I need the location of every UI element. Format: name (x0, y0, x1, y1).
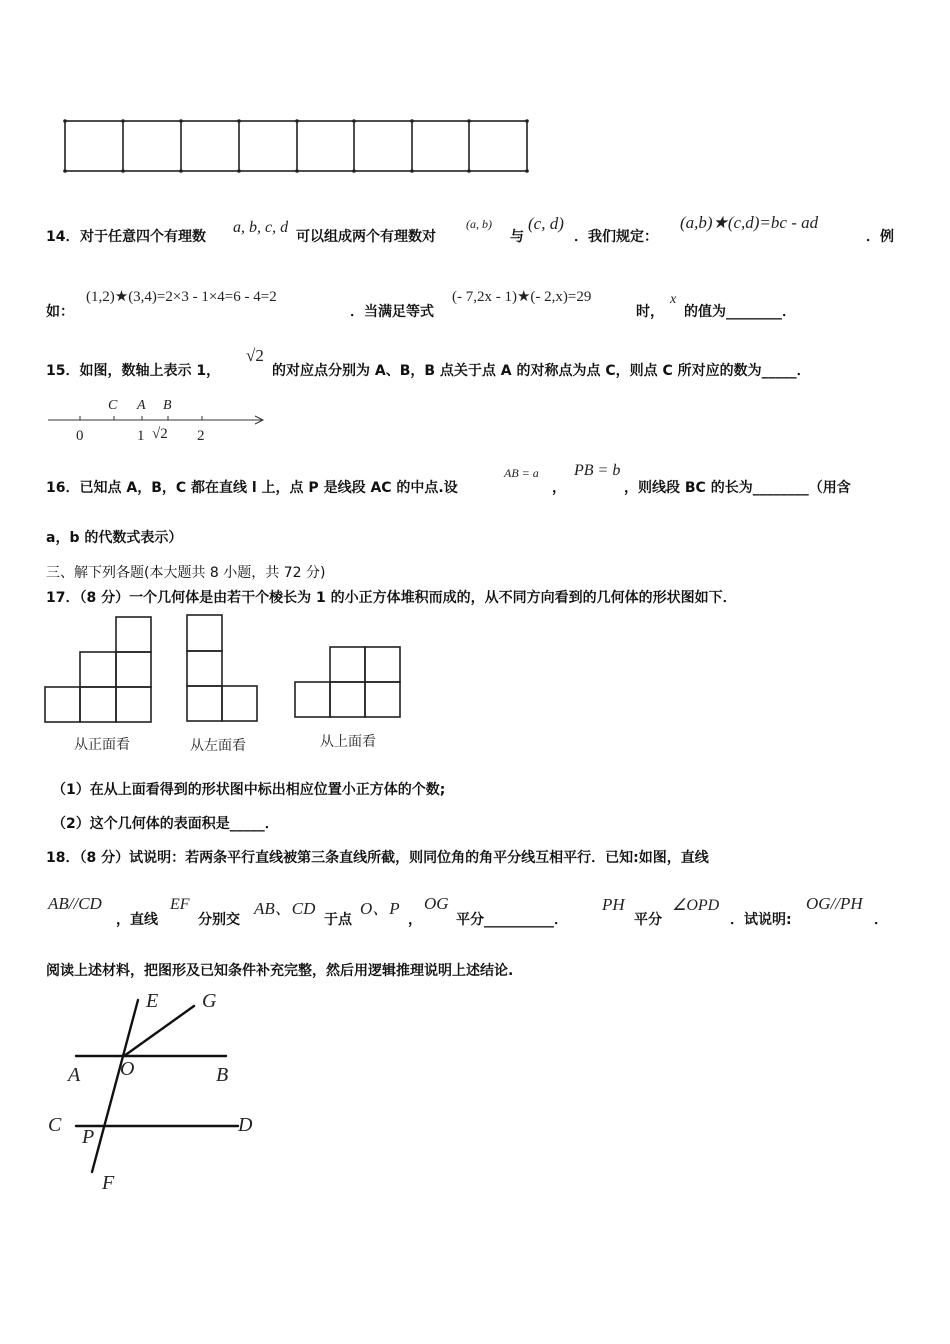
q16-text-2: ，则线段 BC 的长为________（用含 (624, 480, 851, 496)
q14-text-3: ．我们规定： (574, 229, 658, 245)
fig-label-e: E (146, 990, 159, 1012)
front-view-figure (44, 616, 156, 724)
q15-text-1: 15．如图，数轴上表示 1， (46, 363, 221, 379)
q16-ab-eq: AB = a (504, 466, 539, 480)
q14-text-4: ．例 (866, 229, 894, 245)
q14-var-x: x (670, 292, 677, 307)
fig-label-d: D (238, 1114, 253, 1136)
q18-ab-cd: AB、CD (254, 899, 316, 918)
q14-text-1: 对于任意四个有理数 (80, 229, 206, 245)
q18-ef: EF (170, 896, 190, 913)
left-view-caption: 从左面看 (190, 738, 246, 754)
q14-pair-ab: (a, b) (466, 217, 492, 231)
number-line-figure (44, 394, 274, 454)
q14-text-7: 的值为________． (684, 304, 796, 320)
section-3-title: 三、解下列各题(本大题共 8 小题，共 72 分) (46, 565, 326, 581)
q16-text-1: 16．已知点 A，B，C 都在直线 l 上，点 P 是线段 AC 的中点.设 (46, 480, 458, 496)
q18-ph: PH (602, 895, 625, 914)
left-view-figure (186, 614, 262, 724)
q16-line-2: a，b 的代数式表示） (46, 530, 183, 546)
q18-t4: ， (408, 912, 422, 928)
q14-pair-cd: (c, d) (528, 214, 564, 233)
q18-op: O、P (360, 899, 400, 918)
fig-label-a: A (68, 1064, 81, 1086)
q14-text-5: ．当满足等式 (350, 304, 434, 320)
q18-t1: ，直线 (116, 912, 158, 928)
q18-og: OG (424, 894, 449, 913)
fig-label-f: F (102, 1172, 115, 1194)
q18-t7: ．试说明: (730, 912, 792, 928)
parallel-lines-figure (40, 990, 270, 1200)
q16-comma: ， (552, 480, 566, 496)
front-view-caption: 从正面看 (74, 737, 130, 753)
q18-ab-parallel-cd: AB//CD (48, 894, 102, 913)
number-line-tick-0: 0 (76, 428, 84, 444)
q14-text-6: 时， (636, 304, 664, 320)
q17-text: 17．（8 分）一个几何体是由若干个棱长为 1 的小正方体堆积而成的，从不同方向看到的几何体的形状图如下． (46, 590, 737, 606)
q14-text-2: 可以组成两个有理数对 (296, 229, 436, 245)
fig-label-o: O (120, 1058, 135, 1080)
q15-text-2: 的对应点分别为 A、B，B 点关于点 A 的对称点为点 C，则点 C 所对应的数为_____． (272, 363, 811, 379)
q17-sub-2: （2）这个几何体的表面积是_____． (52, 816, 279, 832)
fig-label-b: B (216, 1064, 229, 1086)
q15-sqrt2: √2 (246, 346, 264, 365)
number-line-label-b: B (163, 398, 172, 413)
q18-t2: 分别交 (198, 912, 240, 928)
q14-line2-prefix: 如： (46, 304, 74, 320)
fig-label-c: C (48, 1114, 62, 1136)
q14-example: (1,2)★(3,4)=2×3 - 1×4=6 - 4=2 (86, 289, 277, 305)
fig-label-g: G (202, 990, 217, 1012)
q14-number: 14． (46, 229, 80, 245)
top-view-caption: 从上面看 (320, 734, 376, 750)
number-line-label-a: A (137, 398, 146, 413)
q14-vars-abcd: a, b, c, d (233, 219, 289, 236)
top-grid-figure (60, 116, 535, 176)
number-line-tick-1: 1 (137, 428, 145, 444)
q14-and: 与 (510, 229, 524, 245)
fig-label-p: P (82, 1126, 95, 1148)
number-line-tick-2: 2 (197, 428, 205, 444)
top-view-figure (294, 646, 406, 720)
q14-equation: (- 7,2x - 1)★(- 2,x)=29 (452, 289, 592, 305)
q18-text: 18．（8 分）试说明：若两条平行直线被第三条直线所截，则同位角的角平分线互相平行．已知:如图，直线 (46, 850, 709, 866)
q17-sub-1: （1）在从上面看得到的形状图中标出相应位置小正方体的个数; (52, 782, 446, 798)
q14-rule: (a,b)★(c,d)=bc - ad (680, 213, 819, 232)
number-line-label-c: C (108, 398, 118, 413)
number-line-tick-sqrt2: √2 (152, 426, 168, 442)
q18-t3: 于点 (324, 912, 352, 928)
q18-read: 阅读上述材料，把图形及已知条件补充完整，然后用逻辑推理说明上述结论. (46, 963, 514, 979)
q18-t6: 平分 (634, 912, 662, 928)
q18-conclusion: OG//PH (806, 894, 863, 913)
q16-pb-eq: PB = b (574, 462, 621, 479)
q18-angle-opd: ∠OPD (672, 897, 720, 914)
q18-t5: 平分__________． (456, 912, 568, 928)
q18-t8: ． (874, 912, 888, 928)
